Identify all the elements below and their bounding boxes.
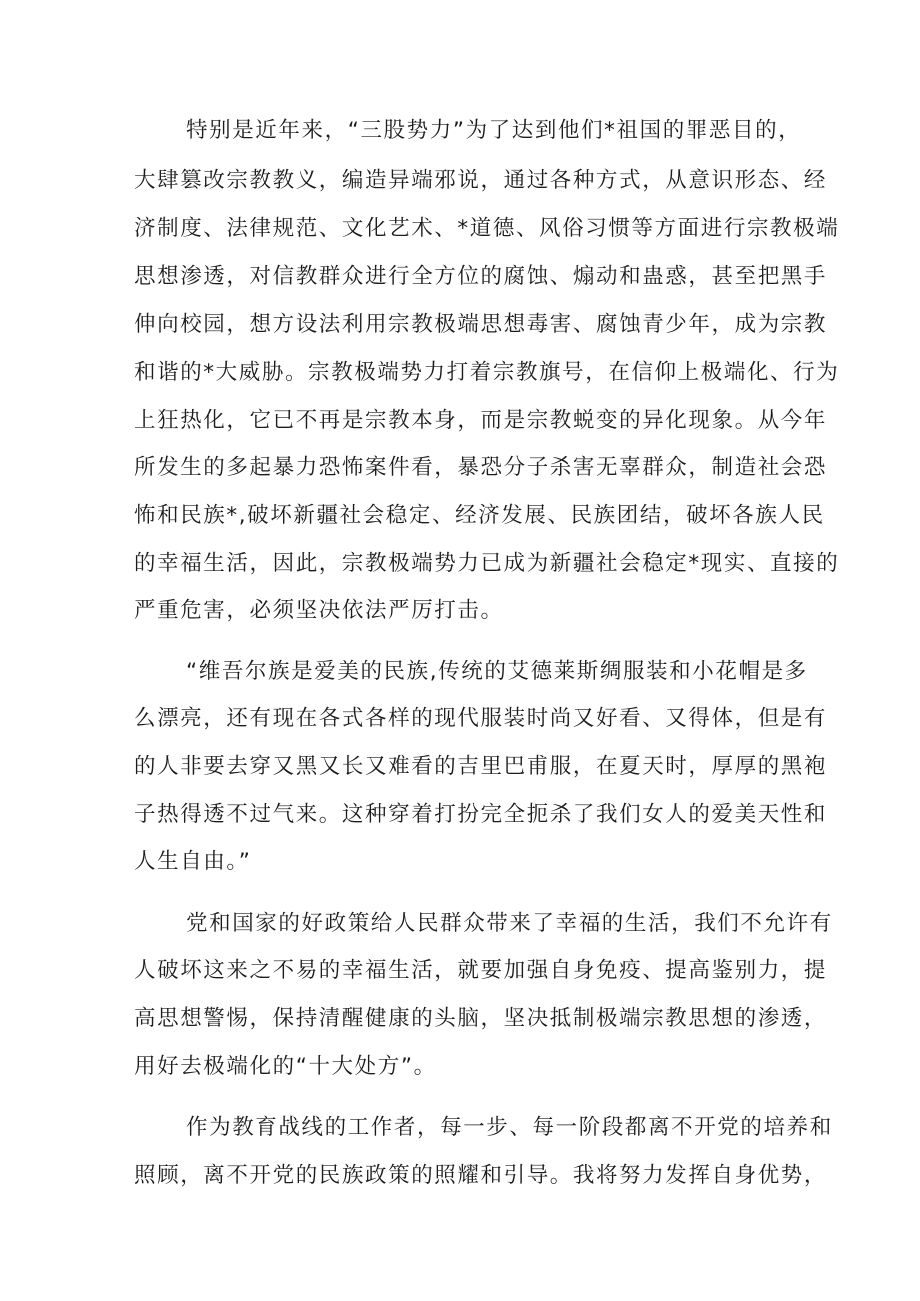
- text-line: 和谐的*大威胁。宗教极端势力打着宗教旗号，在信仰上极端化、行为: [134, 360, 840, 385]
- text-line: 党和国家的好政策给人民群众带来了幸福的生活，我们不允许有: [186, 911, 833, 936]
- text-line: 么漂亮，还有现在各式各样的现代服装时尚又好看、又得体，但是有: [134, 706, 828, 731]
- text-line: 人生自由。”: [134, 849, 252, 874]
- text-line: 的幸福生活，因此，宗教极端势力已成为新疆社会稳定*现实、直接的: [134, 551, 840, 576]
- text-line: 所发生的多起暴力恐怖案件看，暴恐分子杀害无辜群众，制造社会恐: [134, 455, 828, 480]
- text-line: 作为教育战线的工作者，每一步、每一阶段都离不开党的培养和: [186, 1115, 833, 1140]
- text-line: 大肆篡改宗教教义，编造异端邪说，通过各种方式，从意识形态、经: [134, 168, 828, 193]
- text-line: 高思想警惕，保持清醒健康的头脑，坚决抵制极端宗教思想的渗透，: [134, 1006, 828, 1031]
- text-line: 上狂热化，它已不再是宗教本身，而是宗教蜕变的异化现象。从今年: [134, 408, 828, 433]
- text-line: 济制度、法律规范、文化艺术、*道德、风俗习惯等方面进行宗教极端: [134, 216, 840, 241]
- text-line: 子热得透不过气来。这种穿着打扮完全扼杀了我们女人的爱美天性和: [134, 802, 828, 827]
- text-line: 严重危害，必须坚决依法严厉打击。: [134, 598, 504, 623]
- text-line: 特别是近年来，“三股势力”为了达到他们*祖国的罪恶目的，: [186, 118, 802, 143]
- text-line: 怖和民族*,破坏新疆社会稳定、经济发展、民族团结，破坏各族人民: [134, 503, 825, 528]
- text-line: 用好去极端化的“十大处方”。: [134, 1054, 437, 1079]
- text-line: 人破坏这来之不易的幸福生活，就要加强自身免疫、提高鉴别力，提: [134, 958, 828, 983]
- text-line: 伸向校园，想方设法利用宗教极端思想毒害、腐蚀青少年，成为宗教: [134, 312, 828, 337]
- text-line: 照顾，离不开党的民族政策的照耀和引导。我将努力发挥自身优势，: [134, 1163, 828, 1188]
- text-line: 的人非要去穿又黑又长又难看的吉里巴甫服，在夏天时，厚厚的黑袍: [134, 754, 828, 779]
- text-line: “维吾尔族是爱美的民族,传统的艾德莱斯绸服装和小花帽是多: [186, 659, 808, 684]
- text-line: 思想渗透，对信教群众进行全方位的腐蚀、煽动和蛊惑，甚至把黑手: [134, 264, 828, 289]
